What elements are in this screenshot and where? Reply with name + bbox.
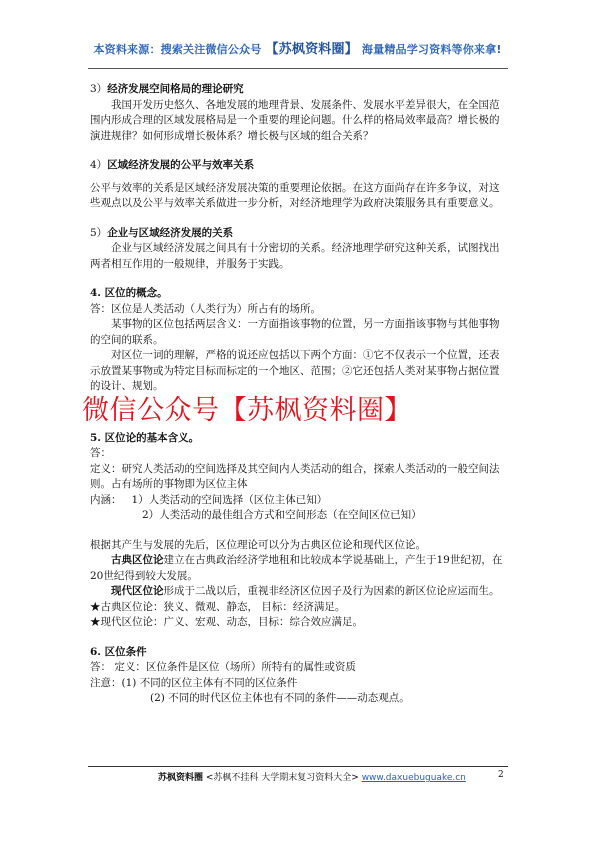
modern-description: 形成于二战以后，重视非经济区位因子及行为因素的新区位论应运而生。	[163, 585, 500, 597]
section-4-title: 区域经济发展的公平与效率关系	[107, 159, 255, 171]
section-5-heading	[90, 226, 508, 242]
section-3-title: 经济发展空间格局的理论研究	[107, 83, 244, 95]
footer-text: <苏枫不挂科 大学期末复习资料大全>	[203, 773, 362, 783]
page-footer	[158, 770, 508, 783]
question-5-classification: 根据其产生与发展的先后，区位理论可以分为古典区位论和现代区位论。	[90, 538, 426, 551]
section-5-body: 企业与区域经济发展之间具有十分密切的关系。经济地理学研究这种关系，试图找出两者相互作用的一般规律，并服务于实践。	[90, 242, 500, 270]
section-5-title: 企业与区域经济发展的关系	[107, 226, 234, 239]
question-5-definition: 定义：研究人类活动的空间选择及其空间内人类活动的组合，探索人类活动的一般空间法则。占有场所的事物即为区位主体	[90, 462, 500, 490]
classic-term: 古典区位论	[111, 554, 164, 566]
banner-highlight: 【苏枫资料圈】	[265, 42, 358, 57]
question-5-connotation-1	[90, 493, 508, 509]
connotation-item-1: 1）人类活动的空间选择（区位主体已知）	[131, 493, 328, 506]
question-5-title: 5. 区位论的基本含义。	[90, 431, 200, 444]
section-3-heading	[90, 82, 508, 98]
question-5-answer: 答：	[90, 447, 111, 459]
footer-link[interactable]: www.daxuebuguake.cn	[361, 773, 466, 783]
page-number: 2	[498, 770, 504, 780]
header-rule	[88, 68, 508, 69]
header-banner	[0, 38, 595, 57]
modern-term: 现代区位论	[111, 585, 164, 597]
section-4-number: 4）	[90, 159, 108, 171]
question-6-note-2: (2) 不同的时代区位主体也有不同的条件——动态观点。	[150, 692, 410, 704]
question-5-modern	[90, 584, 508, 600]
section-3-number: 3）	[90, 83, 108, 95]
question-4-paragraph-2: 对区位一词的理解，严格的说还应包括以下两个方面：①它不仅表示一个位置，还表示放置某事物或为特定目标而标定的一个地区、范围；②它还包括人类对某事物占据位置的设计、规划。	[90, 349, 500, 392]
classic-description: 建立在古典政治经济学地租和比较成本学说基础上，产生于19世纪初，在20世纪得到较大发展。	[90, 554, 503, 582]
footer-rule	[88, 766, 508, 767]
section-5-number: 5）	[90, 226, 108, 239]
question-5-star-1: ★古典区位论：狭义、微观、静态， 目标：经济满足。	[90, 600, 346, 613]
section-3-body: 我国开发历史悠久、各地发展的地理背景、发展条件、发展水平差异很大，在全国范围内形成合理的区域发展格局是一个重要的理论问题。什么样的格局效率最高？增长极的演进规律？如何形成增长极体系？增长极与区域的组合关系？	[90, 98, 500, 142]
banner-text-pre: 本资料来源：搜索关注微信公众号	[93, 43, 262, 56]
connotation-label: 内涵：	[90, 493, 122, 506]
banner-text-post: 海量精品学习资料等你来拿!	[361, 43, 502, 56]
question-5-connotation-2: 2）人类活动的最佳组合方式和空间形态（在空间区位已知）	[142, 509, 422, 521]
question-4-answer: 答：区位是人类活动（人类行为）所占有的场所。	[90, 302, 321, 315]
question-5-star-2: ★现代区位论：广义、宏观、动态，目标：综合效应满足。	[90, 616, 363, 628]
section-4-body: 公平与效率的关系是区域经济发展决策的重要理论依据。在这方面尚存在许多争议，对这些观点以及公平与效率关系做进一步分析，对经济地理学为政府决策服务具有重要意义。	[90, 181, 500, 209]
question-5-classic	[90, 553, 508, 584]
question-4-paragraph-1: 某事物的区位包括两层含义：一方面指该事物的位置，另一方面指该事物与其他事物的空间的联系。	[90, 318, 500, 346]
footer-brand: 苏枫资料圈	[158, 773, 204, 783]
question-4-title: 4. 区位的概念。	[90, 287, 168, 299]
question-6-answer: 答： 定义：区位条件是区位（场所）所特有的属性或资质	[90, 661, 356, 673]
watermark-text: 微信公众号【苏枫资料圈】	[82, 395, 412, 426]
question-6-title: 6. 区位条件	[90, 645, 147, 658]
section-4-heading	[90, 158, 508, 174]
question-6-note-1: 注意：(1) 不同的区位主体有不同的区位条件	[90, 676, 298, 689]
